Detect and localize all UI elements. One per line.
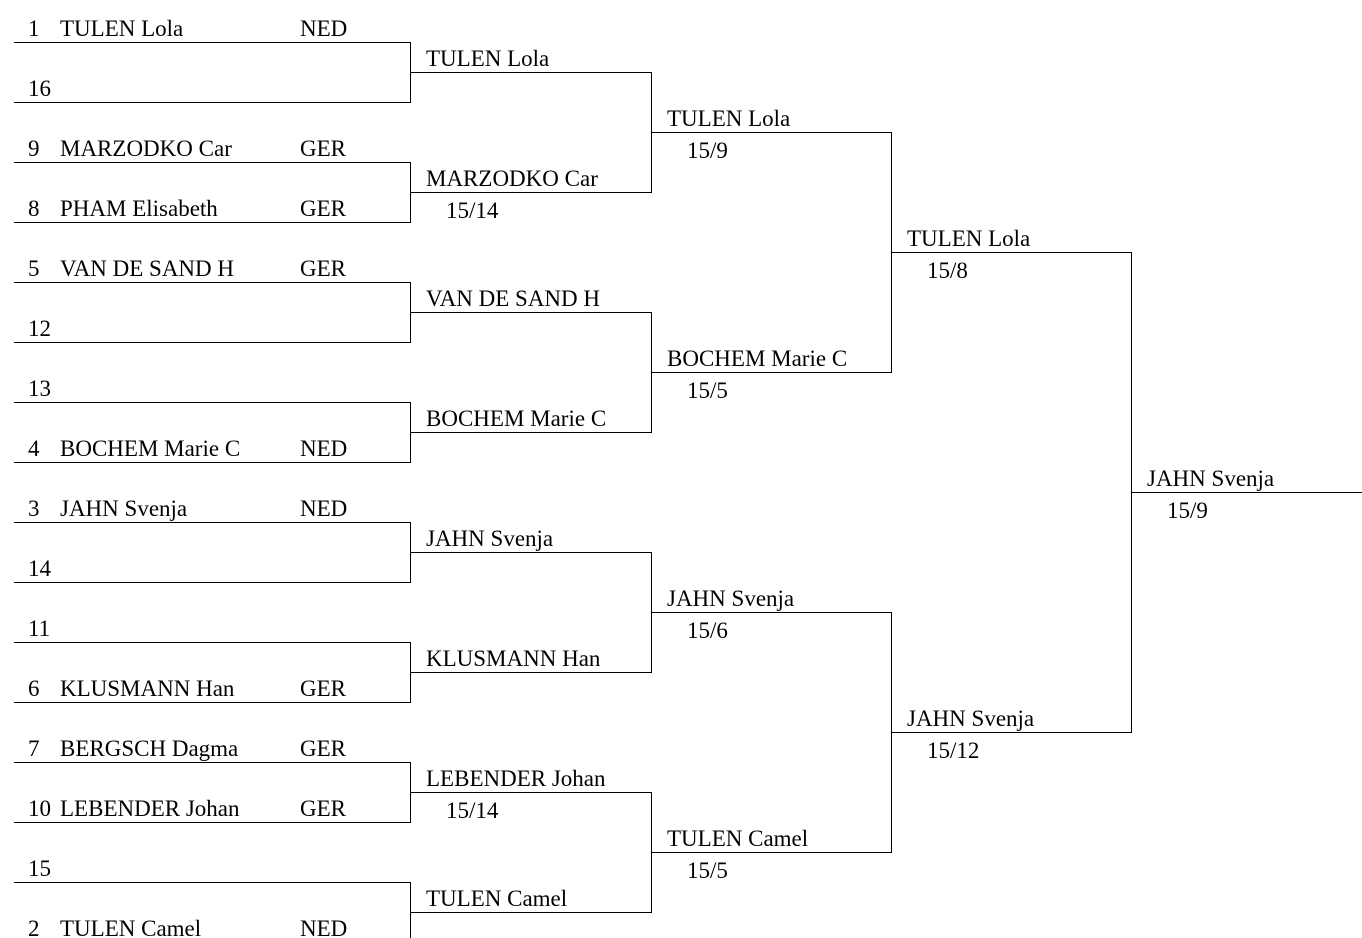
r1-seed: 3	[28, 496, 40, 521]
r1-country: NED	[300, 916, 348, 938]
r1-player-name: KLUSMANN Han	[60, 676, 235, 701]
winner-name: BOCHEM Marie C	[426, 406, 607, 431]
r1-country: GER	[300, 796, 346, 821]
r1-country: GER	[300, 676, 346, 701]
match-score: 15/6	[687, 618, 728, 643]
winner-name: TULEN Camel	[426, 886, 568, 911]
winner-name: VAN DE SAND H	[426, 286, 601, 311]
match-score: 15/9	[1167, 498, 1208, 523]
r1-seed: 8	[28, 196, 40, 221]
r1-seed: 4	[28, 436, 40, 461]
winner-name: JAHN Svenja	[1147, 466, 1275, 491]
r1-seed: 15	[28, 856, 51, 881]
r1-seed: 2	[28, 916, 40, 938]
match-score: 15/8	[927, 258, 968, 283]
r1-seed: 1	[28, 16, 40, 41]
r1-country: GER	[300, 136, 346, 161]
r1-country: NED	[300, 436, 348, 461]
r1-seed: 5	[28, 256, 40, 281]
r1-player-name: MARZODKO Car	[60, 136, 232, 161]
r1-country: GER	[300, 196, 346, 221]
r1-seed: 11	[28, 616, 51, 641]
r1-seed: 9	[28, 136, 40, 161]
winner-name: TULEN Lola	[907, 226, 1031, 251]
r1-player-name: LEBENDER Johan	[60, 796, 240, 821]
r1-country: GER	[300, 256, 346, 281]
r1-seed: 10	[28, 796, 51, 821]
r1-seed: 14	[28, 556, 51, 581]
winner-name: TULEN Camel	[667, 826, 809, 851]
match-score: 15/5	[687, 378, 728, 403]
winner-name: JAHN Svenja	[907, 706, 1035, 731]
r1-country: GER	[300, 736, 346, 761]
winner-name: JAHN Svenja	[426, 526, 554, 551]
match-score: 15/12	[927, 738, 980, 763]
r1-country: NED	[300, 16, 348, 41]
winner-name: BOCHEM Marie C	[667, 346, 848, 371]
r1-player-name: JAHN Svenja	[60, 496, 188, 521]
winner-name: TULEN Lola	[426, 46, 550, 71]
match-score: 15/9	[687, 138, 728, 163]
r1-seed: 7	[28, 736, 40, 761]
r1-seed: 12	[28, 316, 51, 341]
match-score: 15/5	[687, 858, 728, 883]
winner-name: TULEN Lola	[667, 106, 791, 131]
winner-name: MARZODKO Car	[426, 166, 598, 191]
r1-country: NED	[300, 496, 348, 521]
winner-name: KLUSMANN Han	[426, 646, 601, 671]
r1-player-name: PHAM Elisabeth	[60, 196, 218, 221]
match-score: 15/14	[446, 198, 499, 223]
r1-player-name: BERGSCH Dagma	[60, 736, 239, 761]
winner-name: LEBENDER Johan	[426, 766, 606, 791]
r1-seed: 16	[28, 76, 51, 101]
r1-player-name: TULEN Camel	[60, 916, 202, 938]
r1-player-name: VAN DE SAND H	[60, 256, 235, 281]
r1-player-name: BOCHEM Marie C	[60, 436, 241, 461]
winner-name: JAHN Svenja	[667, 586, 795, 611]
match-score: 15/14	[446, 798, 499, 823]
r1-player-name: TULEN Lola	[60, 16, 184, 41]
r1-seed: 13	[28, 376, 51, 401]
r1-seed: 6	[28, 676, 40, 701]
